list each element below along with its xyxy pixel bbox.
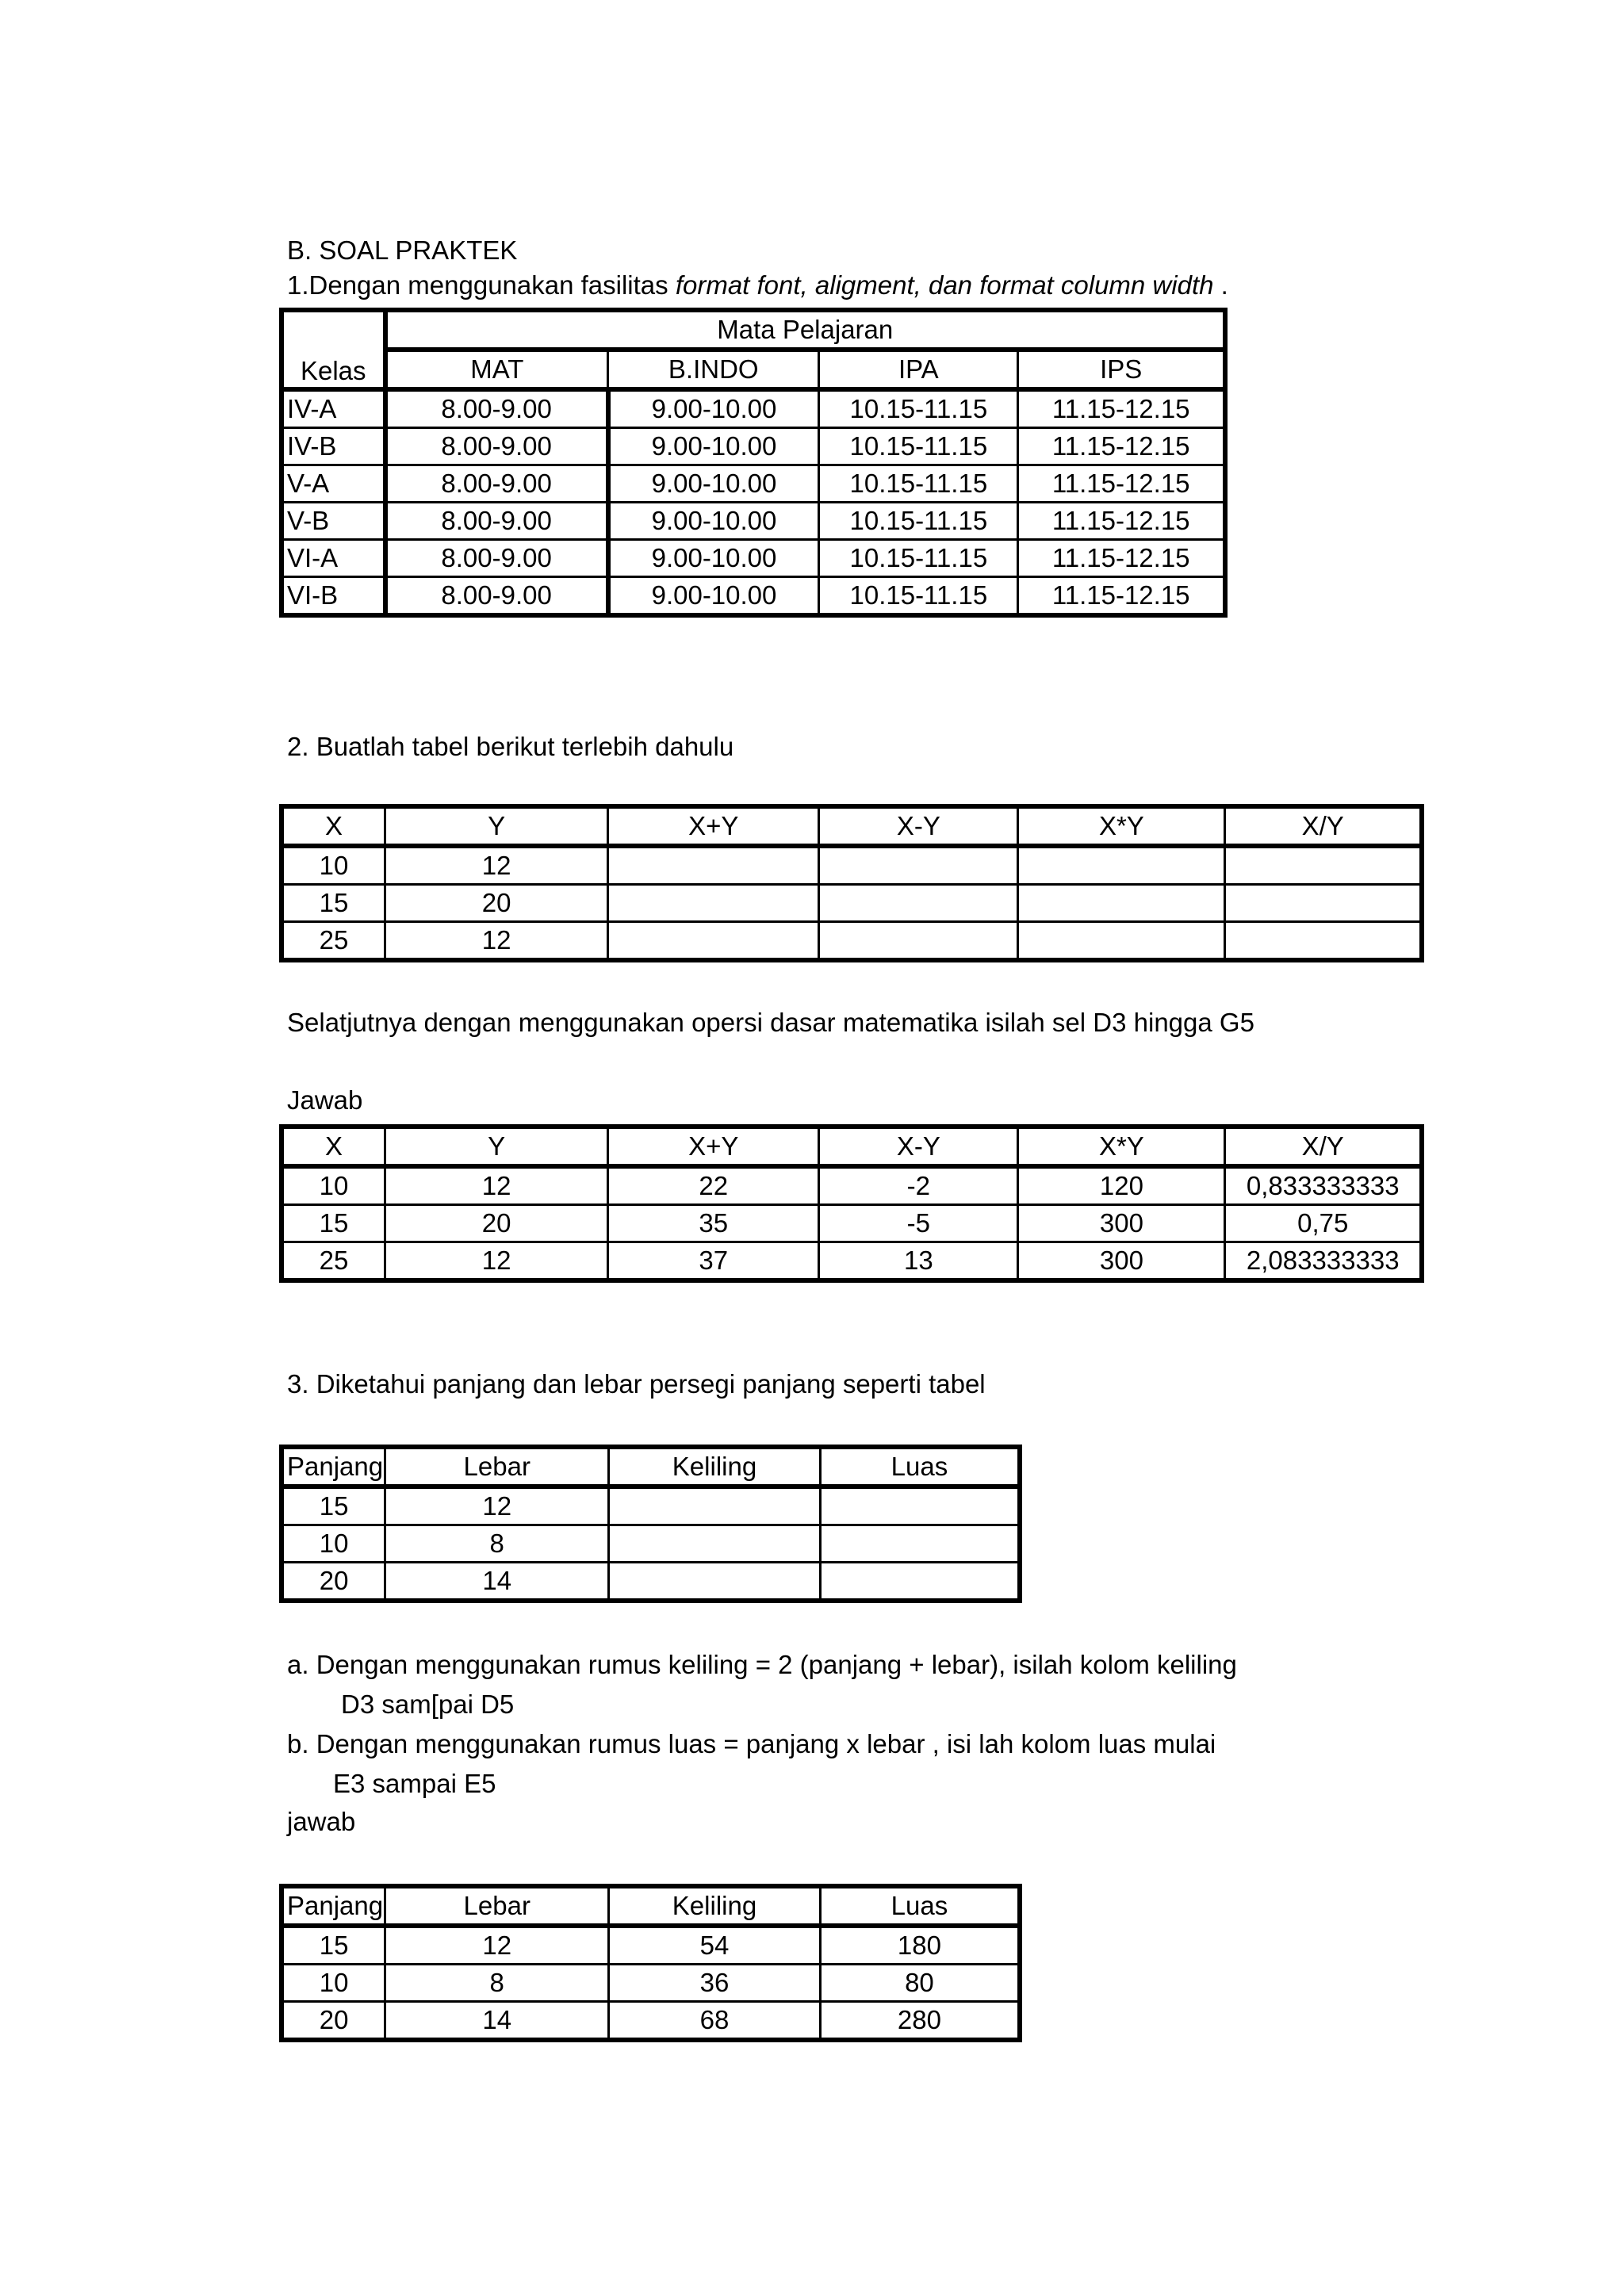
column-header: Lebar (385, 1886, 609, 1926)
table-row (282, 465, 1225, 503)
table-row (282, 885, 1422, 922)
column-header: Luas (820, 1447, 1020, 1487)
table-cell: -2 (819, 1166, 1018, 1205)
column-header: X-Y (819, 1127, 1018, 1166)
time-cell: 11.15-12.15 (1018, 465, 1225, 503)
q2-answer-label: Jawab (287, 1085, 363, 1115)
table-cell: 12 (385, 846, 608, 885)
table-cell: 35 (608, 1205, 819, 1242)
time-cell: 8.00-9.00 (385, 540, 608, 577)
q1-instruction-suffix: . (1213, 270, 1228, 300)
arithmetic-answer-table (279, 1124, 1424, 1283)
table-row (282, 1242, 1422, 1281)
table-cell: 10 (282, 846, 385, 885)
time-cell: 8.00-9.00 (385, 465, 608, 503)
q3-item-a-line2: D3 sam[pai D5 (341, 1689, 515, 1719)
table-cell: 54 (609, 1926, 821, 1965)
time-cell: 10.15-11.15 (819, 428, 1018, 465)
subject-header: IPS (1018, 350, 1225, 389)
time-cell: 9.00-10.00 (608, 465, 819, 503)
kelas-cell: IV-B (282, 428, 385, 465)
table-row (282, 428, 1225, 465)
table-cell (819, 846, 1018, 885)
time-cell: 8.00-9.00 (385, 428, 608, 465)
table-cell: 15 (282, 1926, 385, 1965)
time-cell: 11.15-12.15 (1018, 540, 1225, 577)
column-header: Y (385, 806, 608, 846)
column-header: X/Y (1225, 1127, 1422, 1166)
table-cell: 300 (1018, 1205, 1225, 1242)
table-cell (609, 1525, 821, 1563)
q1-instruction-prefix: 1.Dengan menggunakan fasilitas (287, 270, 676, 300)
table-cell: 14 (385, 1563, 609, 1601)
mata-pelajaran-header: Mata Pelajaran (385, 310, 1225, 350)
table-cell (1018, 846, 1225, 885)
table-cell: -5 (819, 1205, 1018, 1242)
column-header: X/Y (1225, 806, 1422, 846)
time-cell: 9.00-10.00 (608, 428, 819, 465)
table-cell: 12 (385, 1926, 609, 1965)
table-row (282, 846, 1422, 885)
q2-instruction: 2. Buatlah tabel berikut terlebih dahulu (287, 732, 734, 761)
column-header: X*Y (1018, 806, 1225, 846)
table-row (282, 922, 1422, 961)
rectangle-table (279, 1445, 1022, 1603)
table-cell: 10 (282, 1525, 385, 1563)
column-header: X+Y (608, 806, 819, 846)
table-row (282, 1205, 1422, 1242)
table-cell: 25 (282, 1242, 385, 1281)
table-row (282, 1525, 1020, 1563)
table-cell: 20 (282, 2002, 385, 2041)
table-cell (608, 922, 819, 961)
table-cell: 15 (282, 1487, 385, 1525)
time-cell: 10.15-11.15 (819, 465, 1018, 503)
column-header: Panjang (282, 1886, 385, 1926)
table-cell (609, 1487, 821, 1525)
kelas-cell: V-B (282, 503, 385, 540)
kelas-header: Kelas (282, 310, 385, 389)
table-cell: 300 (1018, 1242, 1225, 1281)
table-cell (819, 922, 1018, 961)
q3-item-b-line1: b. Dengan menggunakan rumus luas = panjang x lebar , isi lah kolom luas mulai (287, 1729, 1216, 1758)
table-cell: 10 (282, 1166, 385, 1205)
time-cell: 11.15-12.15 (1018, 428, 1225, 465)
q3-item-b-line2: E3 sampai E5 (333, 1769, 496, 1798)
table-row (282, 540, 1225, 577)
table-cell: 22 (608, 1166, 819, 1205)
column-header: X (282, 1127, 385, 1166)
table-row (282, 389, 1225, 428)
kelas-cell: VI-B (282, 577, 385, 616)
table-cell (1018, 885, 1225, 922)
arithmetic-table (279, 804, 1424, 962)
table-cell (1225, 846, 1422, 885)
column-header: Keliling (609, 1447, 821, 1487)
q1-instruction (287, 270, 1228, 301)
table-cell: 8 (385, 1525, 609, 1563)
q3-item-a-line1: a. Dengan menggunakan rumus keliling = 2 (panjang + lebar), isilah kolom keliling (287, 1650, 1237, 1679)
kelas-cell: IV-A (282, 389, 385, 428)
column-header: X (282, 806, 385, 846)
table-cell (609, 1563, 821, 1601)
table-row (282, 1965, 1020, 2002)
subject-header: MAT (385, 350, 608, 389)
time-cell: 10.15-11.15 (819, 389, 1018, 428)
column-header: X-Y (819, 806, 1018, 846)
kelas-cell: V-A (282, 465, 385, 503)
table-cell: 68 (609, 2002, 821, 2041)
column-header: X*Y (1018, 1127, 1225, 1166)
table-cell: 80 (820, 1965, 1020, 2002)
table-cell: 120 (1018, 1166, 1225, 1205)
table-cell: 12 (385, 1166, 608, 1205)
table-cell (1225, 922, 1422, 961)
time-cell: 8.00-9.00 (385, 389, 608, 428)
table-cell: 15 (282, 885, 385, 922)
table-cell (820, 1563, 1020, 1601)
table-row (282, 1926, 1020, 1965)
subject-header: IPA (819, 350, 1018, 389)
q3-instruction: 3. Diketahui panjang dan lebar persegi panjang seperti tabel (287, 1369, 986, 1399)
table-cell (608, 846, 819, 885)
table-row (282, 2002, 1020, 2041)
column-header: Y (385, 1127, 608, 1166)
table-cell: 12 (385, 1242, 608, 1281)
table-cell: 20 (385, 885, 608, 922)
column-header: Luas (820, 1886, 1020, 1926)
time-cell: 9.00-10.00 (608, 540, 819, 577)
table-cell: 12 (385, 1487, 609, 1525)
table-row (282, 503, 1225, 540)
table-row (282, 577, 1225, 616)
q1-instruction-italic: format font, aligment, dan format column width (675, 270, 1214, 300)
table-cell: 15 (282, 1205, 385, 1242)
table-row (282, 1563, 1020, 1601)
table-cell: 0,833333333 (1225, 1166, 1422, 1205)
table-row (282, 1166, 1422, 1205)
time-cell: 11.15-12.15 (1018, 389, 1225, 428)
column-header: Panjang (282, 1447, 385, 1487)
table-cell: 0,75 (1225, 1205, 1422, 1242)
table-cell: 20 (385, 1205, 608, 1242)
table-cell: 280 (820, 2002, 1020, 2041)
column-header: Lebar (385, 1447, 609, 1487)
time-cell: 10.15-11.15 (819, 503, 1018, 540)
time-cell: 10.15-11.15 (819, 540, 1018, 577)
table-cell: 13 (819, 1242, 1018, 1281)
table-cell (1225, 885, 1422, 922)
kelas-cell: VI-A (282, 540, 385, 577)
table-cell (820, 1525, 1020, 1563)
column-header: Keliling (609, 1886, 821, 1926)
schedule-table (279, 308, 1228, 618)
table-cell: 20 (282, 1563, 385, 1601)
table-cell: 180 (820, 1926, 1020, 1965)
table-cell: 14 (385, 2002, 609, 2041)
rectangle-answer-table (279, 1884, 1022, 2042)
subject-header: B.INDO (608, 350, 819, 389)
time-cell: 9.00-10.00 (608, 577, 819, 616)
table-cell: 37 (608, 1242, 819, 1281)
table-cell: 36 (609, 1965, 821, 2002)
table-cell: 25 (282, 922, 385, 961)
time-cell: 9.00-10.00 (608, 503, 819, 540)
time-cell: 11.15-12.15 (1018, 503, 1225, 540)
table-cell (820, 1487, 1020, 1525)
table-cell: 8 (385, 1965, 609, 2002)
table-cell (608, 885, 819, 922)
table-cell (819, 885, 1018, 922)
time-cell: 8.00-9.00 (385, 503, 608, 540)
table-cell: 12 (385, 922, 608, 961)
table-cell: 10 (282, 1965, 385, 2002)
section-heading: B. SOAL PRAKTEK (287, 235, 518, 265)
time-cell: 8.00-9.00 (385, 577, 608, 616)
q2-followup: Selatjutnya dengan menggunakan opersi dasar matematika isilah sel D3 hingga G5 (287, 1008, 1254, 1037)
time-cell: 10.15-11.15 (819, 577, 1018, 616)
table-cell (1018, 922, 1225, 961)
time-cell: 11.15-12.15 (1018, 577, 1225, 616)
table-row (282, 1487, 1020, 1525)
table-cell: 2,083333333 (1225, 1242, 1422, 1281)
column-header: X+Y (608, 1127, 819, 1166)
q3-answer-label: jawab (287, 1807, 356, 1836)
time-cell: 9.00-10.00 (608, 389, 819, 428)
